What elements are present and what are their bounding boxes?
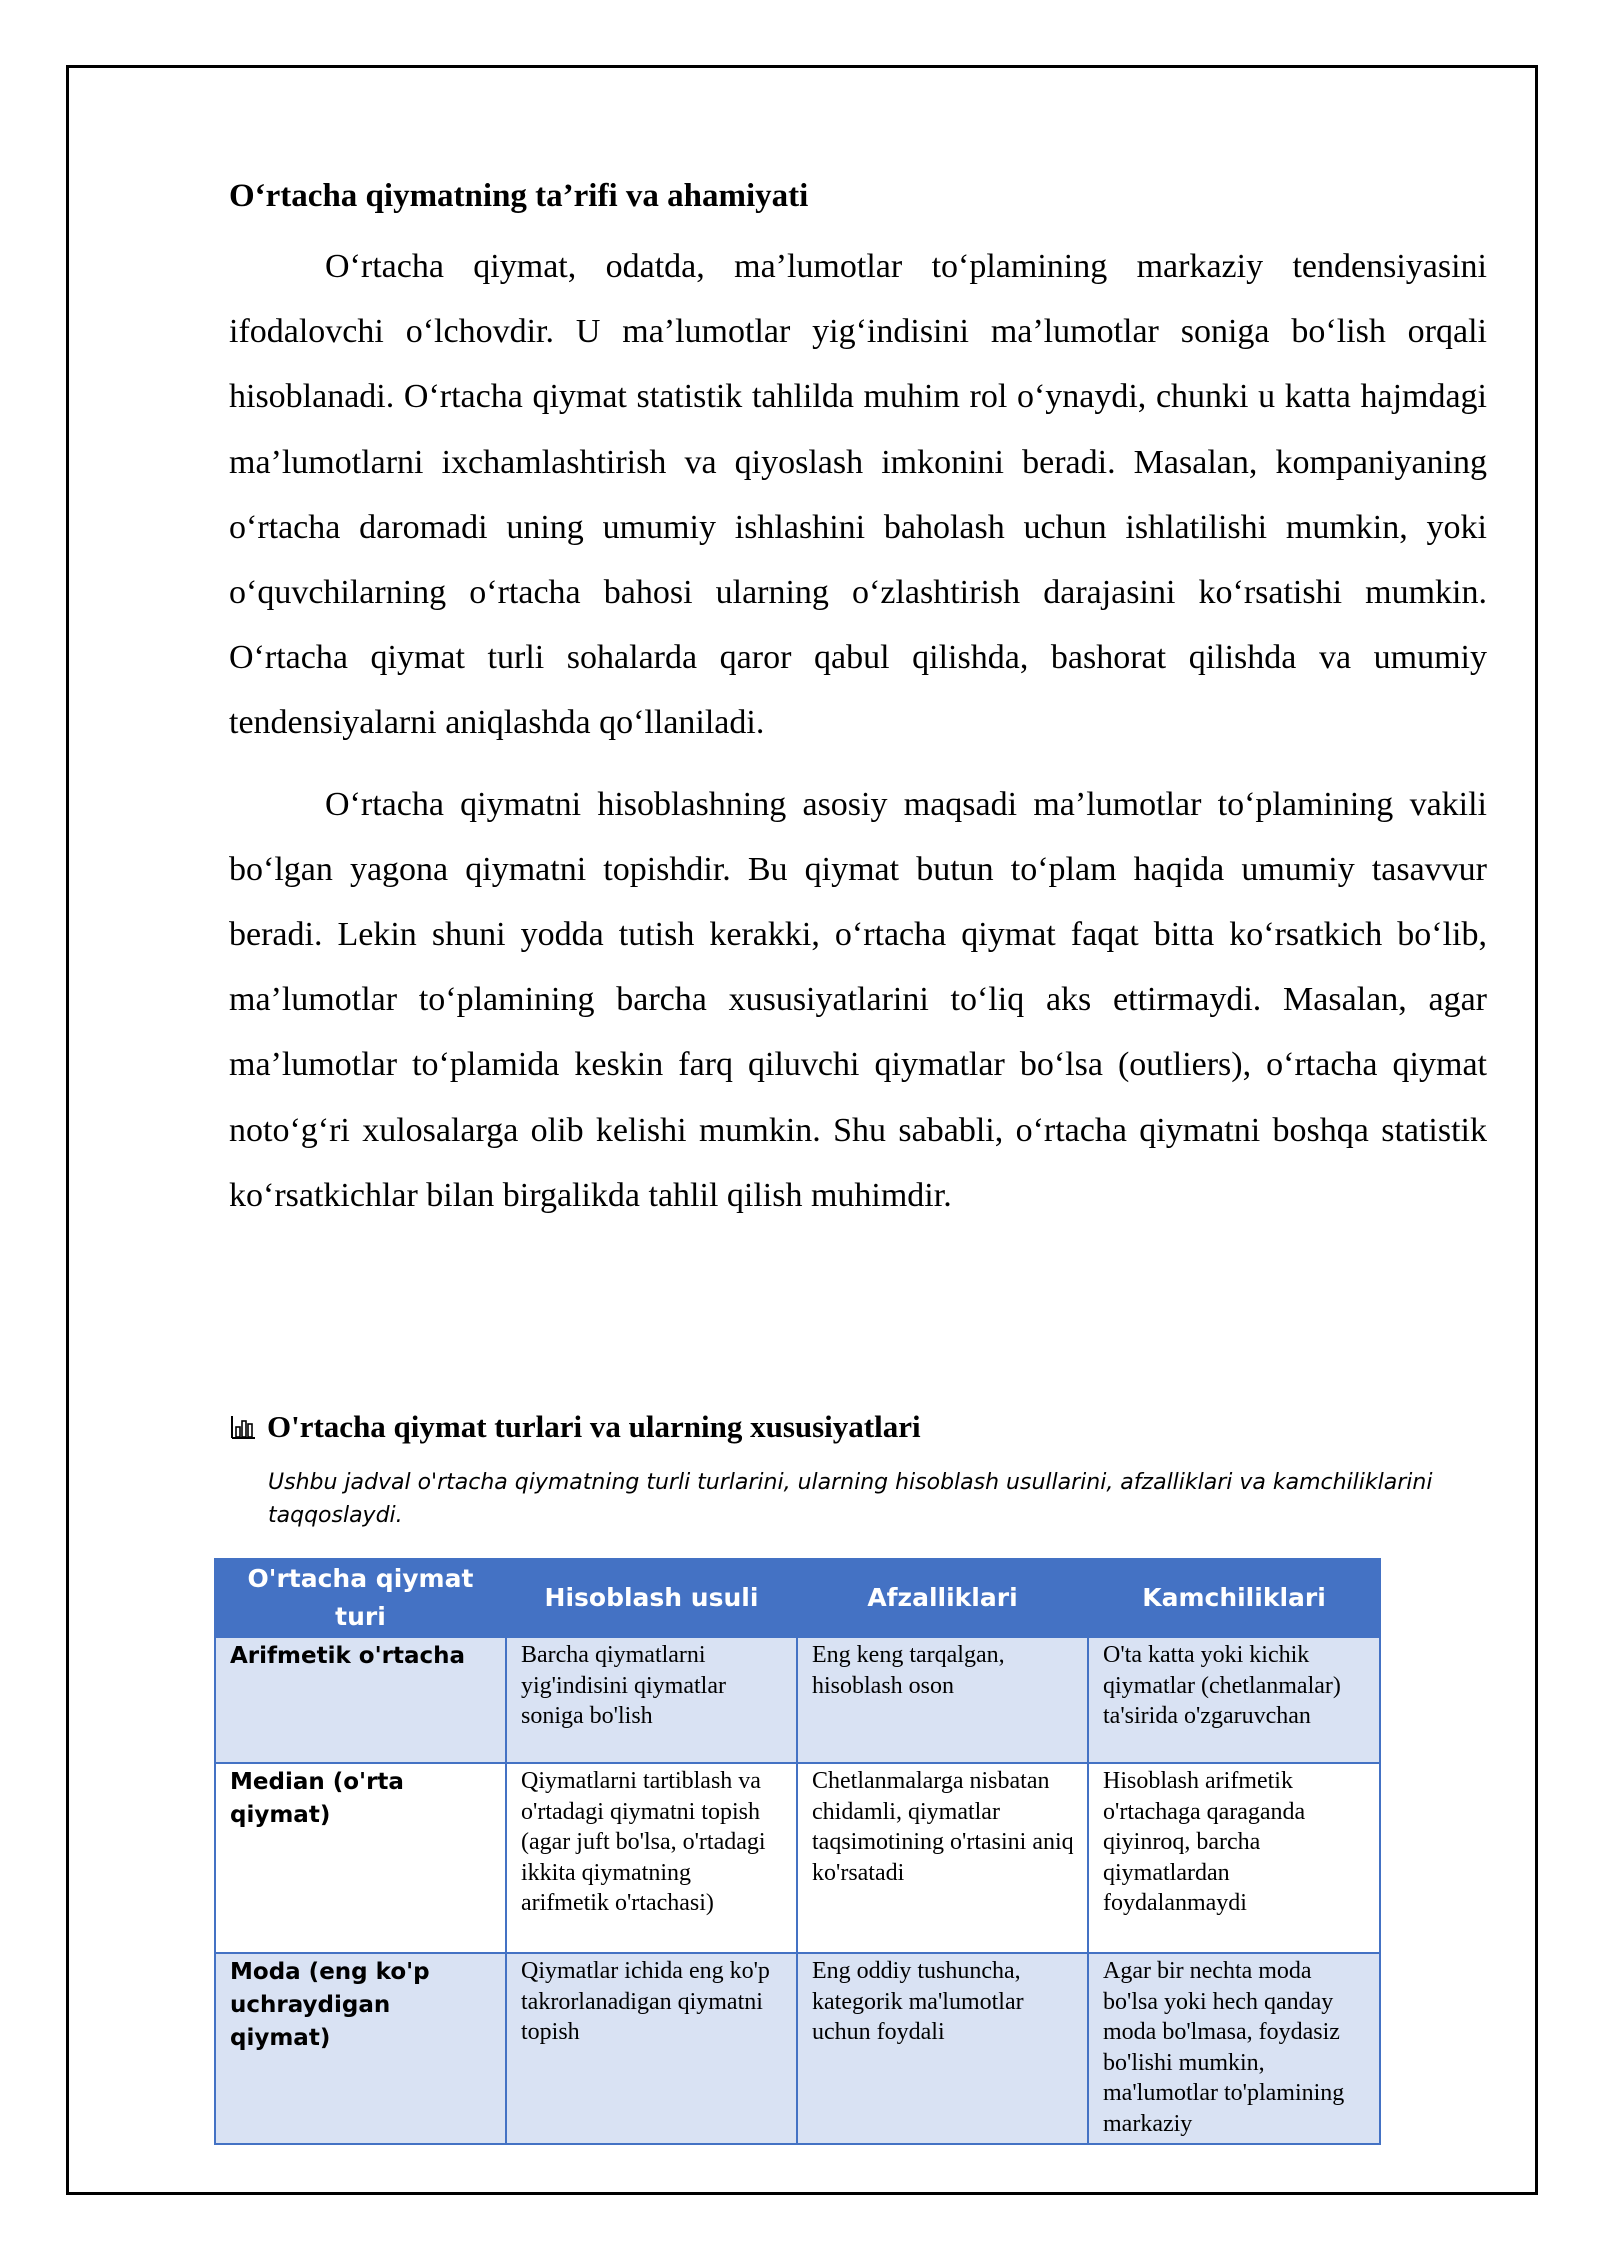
header-method: Hisoblash usuli xyxy=(506,1559,797,1637)
cell-method: Qiymatlar ichida eng ko'p takrorlanadigan qiymatni topish xyxy=(506,1953,797,2144)
cell-type: Moda (eng ko'p uchraydigan qiymat) xyxy=(215,1953,506,2144)
table-row xyxy=(215,1763,1380,1953)
cell-cons: O'ta katta yoki kichik qiymatlar (chetlanmalar) ta'sirida o'zgaruvchan xyxy=(1088,1637,1380,1763)
section-body xyxy=(229,160,1487,1228)
table-title xyxy=(229,1405,921,1449)
header-pros: Afzalliklari xyxy=(797,1559,1088,1637)
table-header-row xyxy=(215,1559,1380,1637)
cell-cons: Hisoblash arifmetik o'rtachaga qaraganda qiyinroq, barcha qiymatlardan foydalanmaydi xyxy=(1088,1763,1380,1953)
comparison-table xyxy=(214,1558,1381,2145)
bar-chart-icon xyxy=(229,1413,257,1441)
cell-method: Barcha qiymatlarni yig'indisini qiymatlar soniga bo'lish xyxy=(506,1637,797,1763)
table-row xyxy=(215,1953,1380,2144)
cell-pros: Eng keng tarqalgan, hisoblash oson xyxy=(797,1637,1088,1763)
paragraph-2: O‘rtacha qiymatni hisoblashning asosiy maqsadi ma’lumotlar to‘plamining vakili bo‘lgan yagona qiymatni topishdir. Bu qiymat butun to‘plam haqida umumiy tasavvur beradi. Lekin shuni yodda tutish kerakki, o‘rtacha qiymat faqat bitta ko‘rsatkich bo‘lib, ma’lumotlar to‘plamining barcha xususiyatlarini to‘liq aks ettirmaydi. Masalan, agar ma’lumotlar to‘plamida keskin farq qiluvchi qiymatlar bo‘lsa (outliers), o‘rtacha qiymat noto‘g‘ri xulosalarga olib kelishi mumkin. Shu sababli, o‘rtacha qiymatni boshqa statistik ko‘rsatkichlar bilan birgalikda tahlil qilish muhimdir. xyxy=(229,785,1487,1214)
cell-pros: Chetlanmalarga nisbatan chidamli, qiymatlar taqsimotining o'rtasini aniq ko'rsatadi xyxy=(797,1763,1088,1953)
section-heading: O‘rtacha qiymatning ta’rifi va ahamiyati xyxy=(229,178,809,214)
cell-type: Median (o'rta qiymat) xyxy=(215,1763,506,1953)
table-row xyxy=(215,1637,1380,1763)
cell-type: Arifmetik o'rtacha xyxy=(215,1637,506,1763)
cell-method: Qiymatlarni tartiblash va o'rtadagi qiymatni topish (agar juft bo'lsa, o'rtadagi ikkita qiymatning arifmetik o'rtachasi) xyxy=(506,1763,797,1953)
cell-cons: Agar bir nechta moda bo'lsa yoki hech qanday moda bo'lmasa, foydasiz bo'lishi mumkin, ma'lumotlar to'plamining markaziy xyxy=(1088,1953,1380,2144)
cell-pros: Eng oddiy tushuncha, kategorik ma'lumotlar uchun foydali xyxy=(797,1953,1088,2144)
table-caption: Ushbu jadval o'rtacha qiymatning turli turlarini, ularning hisoblash usullarini, afzalliklari va kamchiliklarini taqqoslaydi. xyxy=(268,1470,1433,1528)
table-title-text: O'rtacha qiymat turlari va ularning xususiyatlari xyxy=(267,1409,921,1444)
header-cons: Kamchiliklari xyxy=(1088,1559,1380,1637)
paragraph-1: O‘rtacha qiymat, odatda, ma’lumotlar to‘plamining markaziy tendensiyasini ifodalovchi o‘lchovdir. U ma’lumotlar yig‘indisini ma’lumotlar soniga bo‘lish orqali hisoblanadi. O‘rtacha qiymat statistik tahlilda muhim rol o‘ynaydi, chunki u katta hajmdagi ma’lumotlarni ixchamlashtirish va qiyoslash imkonini beradi. Masalan, kompaniyaning o‘rtacha daromadi uning umumiy ishlashini baholash uchun ishlatilishi mumkin, yoki o‘quvchilarning o‘rtacha bahosi ularning o‘zlashtirish darajasini ko‘rsatishi mumkin. O‘rtacha qiymat turli sohalarda qaror qabul qilishda, bashorat qilishda va umumiy tendensiyalarni aniqlashda qo‘llaniladi. xyxy=(229,248,1487,742)
header-type: O'rtacha qiymat turi xyxy=(215,1559,506,1637)
